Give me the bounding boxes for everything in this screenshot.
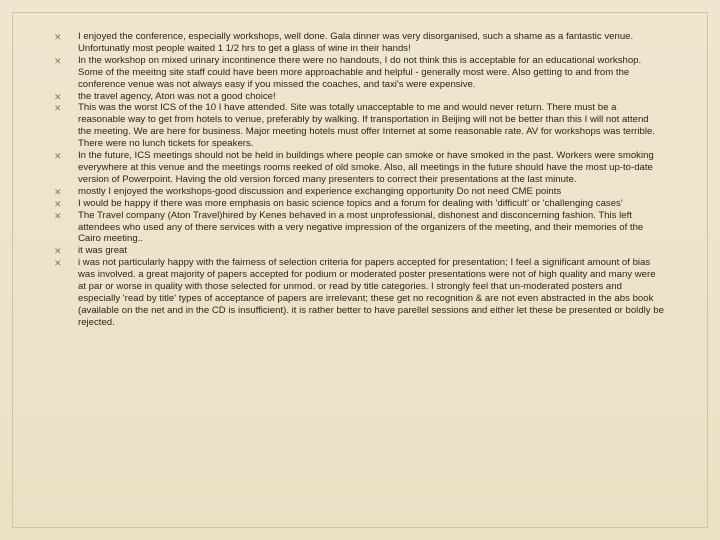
comment-item xyxy=(54,102,664,150)
comment-item xyxy=(54,245,664,257)
comment-text: This was the worst ICS of the 10 I have attended. Site was totally unacceptable to me and would never return. There must be a reasonable way to get from hotels to venue, preferably by walking. If transportation in Beijing will not be better than this I will not attend the meeting. We are here for business. Major meeting hotels must offer Internet at some reasonable rate. AV for workshops was terrible. There were no lunch tickets for speakers. xyxy=(78,102,655,150)
comment-text: i was not particularly happy with the fairness of selection criteria for papers accepted for presentation; I feel a significant amount of bias was involved. a great majority of papers accepted for podium or moderated poster presentations were not of high quality and many were at par or worse in quality with those selected for unmod. or read by title categories. I strongly feel that un-moderated posters and especially 'read by title' types of acceptance of papers are irrelevant; these get no recognition & are not even abstracted in the abs book (available on the net and in the CD is insufficient). it is rather better to have parellel sessions and either let these be presented or boldly be rejected. xyxy=(78,257,664,328)
x-mark-icon: ✕ xyxy=(54,246,62,257)
comment-text: The Travel company (Aton Travel)hired by Kenes behaved in a most unprofessional, dishonest and disconcerning fashion. This left attendees who used any of there services with a very negative impression of the organizers of the meeting, and their memories of the Cairo meeting.. xyxy=(78,209,644,245)
comment-text: In the future, ICS meetings should not be held in buildings where people can smoke or have smoked in the past. Workers were smoking everywhere at this venue and the meetings rooms reeked of old smoke. Also, all meetings in the future should have the most up-to-date version of Powerpoint. Having the old version forced many presenters to correct their presentations at the last minute. xyxy=(78,150,654,185)
comment-text: In the workshop on mixed urinary incontinence there were no handouts, I do not think this is acceptable for an educational workshop. Some of the meeitng site staff could have been more approachable and helpful - generally most were. Also getting to and from the conference venue was not always easy if you missed the coaches, and taxi's were expensive. xyxy=(78,54,642,90)
comment-list xyxy=(54,31,664,329)
comment-item xyxy=(54,91,664,103)
x-mark-icon: ✕ xyxy=(54,186,62,197)
comment-item xyxy=(54,198,664,210)
comment-text: it was great xyxy=(78,245,128,257)
x-mark-icon: ✕ xyxy=(54,210,62,221)
comment-item xyxy=(54,31,664,55)
comment-text: the travel agency, Aton was not a good choice! xyxy=(78,90,276,102)
x-mark-icon: ✕ xyxy=(54,55,62,66)
comment-text: I would be happy if there was more emphasis on basic science topics and a forum for dealing with 'difficult' or 'challenging cases' xyxy=(78,197,623,209)
comment-item xyxy=(54,186,664,198)
comment-text: I enjoyed the conference, especially workshops, well done. Gala dinner was very disorganised, such a shame as a fantastic venue. Unfortunatly most people waited 1 1/2 hrs to get a glass of wine in their hands! xyxy=(78,31,634,54)
x-mark-icon: ✕ xyxy=(54,198,62,209)
x-mark-icon: ✕ xyxy=(54,91,62,102)
x-mark-icon: ✕ xyxy=(54,258,62,269)
x-mark-icon: ✕ xyxy=(54,151,62,162)
comment-item xyxy=(54,150,664,186)
comment-item xyxy=(54,210,664,246)
comment-text: mostly I enjoyed the workshops-good discussion and experience exchanging opportunity Do not need CME points xyxy=(78,185,562,197)
comment-item xyxy=(54,55,664,91)
x-mark-icon: ✕ xyxy=(54,103,62,114)
comment-item xyxy=(54,257,664,328)
x-mark-icon: ✕ xyxy=(54,32,62,42)
